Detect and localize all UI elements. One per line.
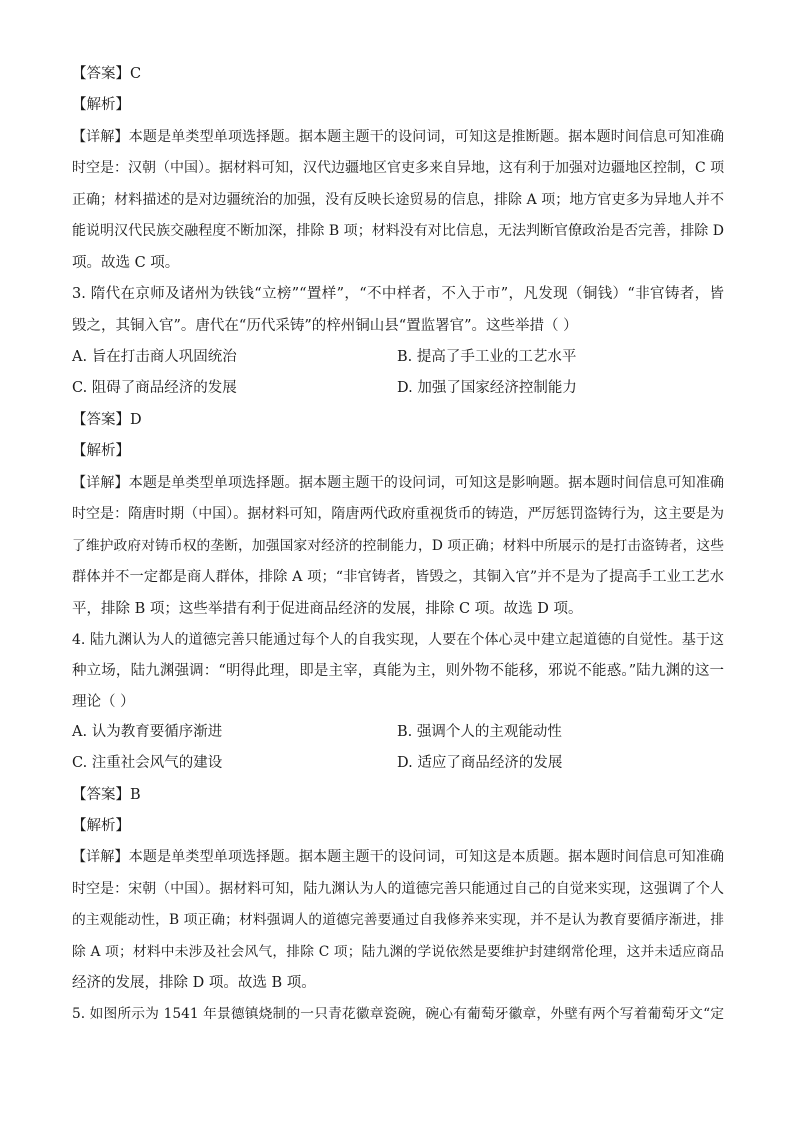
q4-stem-line: 种立场，陆九渊强调：“明得此理，即是主宰，真能为主，则外物不能移，邪说不能惑。”陆九渊的这一 [72,663,724,679]
q4-analysis-label: 【解析】 [72,818,130,834]
q2-analysis-label: 【解析】 [72,97,130,113]
q3-option-c: C. 阻碍了商品经济的发展 [72,380,237,396]
q2-answer: 【答案】C [72,66,142,82]
q4-option-c: C. 注重社会风气的建设 [72,755,223,771]
q4-stem-line: 理论（ ） [72,694,135,710]
q2-detail-line: 【详解】本题是单类型单项选择题。据本题主题干的设问词，可知这是推断题。据本题时间信息可知准确 [72,129,724,145]
q4-detail-line: 【详解】本题是单类型单项选择题。据本题主题干的设问词，可知这是本质题。据本题时间信息可知准确 [72,849,724,865]
q3-answer: 【答案】D [72,412,142,428]
q4-answer: 【答案】B [72,787,141,803]
q3-detail-line: 时空是：隋唐时期（中国）。据材料可知，隋唐两代政府重视货币的铸造，严厉惩罚盗铸行为，这主要是为 [72,506,724,522]
q3-stem-line: 毁之，其铜入官”。唐代在“历代采铸”的梓州铜山县“置监署官”。这些举措（ ） [72,318,578,334]
q3-option-d: D. 加强了国家经济控制能力 [397,380,577,396]
q4-detail-line: 经济的发展，排除 D 项。故选 B 项。 [72,975,316,991]
q3-detail-line: 平，排除 B 项；这些举措有利于促进商品经济的发展，排除 C 项。故选 D 项。 [72,601,583,617]
q4-detail-line: 的主观能动性，B 项正确；材料强调人的道德完善要通过自我修养来实现，并不是认为教育要循序渐进，排 [72,912,724,928]
q2-detail-line: 时空是：汉朝（中国）。据材料可知，汉代边疆地区官吏多来自异地，这有利于加强对边疆地区控制，C 项 [72,160,725,176]
q3-stem-line: 3. 隋代在京师及诸州为铁钱“立榜”“置样”，“不中样者，不入于市”，凡发现（铜钱）“非官铸者，皆 [72,286,724,302]
q3-option-b: B. 提高了手工业的工艺水平 [397,349,577,365]
q3-analysis-label: 【解析】 [72,443,130,459]
q4-option-a: A. 认为教育要循序渐进 [72,724,223,740]
q4-detail-line: 时空是：宋朝（中国）。据材料可知，陆九渊认为人的道德完善只能通过自己的自觉来实现，这强调了个人 [72,881,724,897]
q4-detail-line: 除 A 项；材料中未涉及社会风气，排除 C 项；陆九渊的学说依然是要维护封建纲常伦理，这并未适应商品 [72,944,724,960]
q2-detail-line: 项。故选 C 项。 [72,255,180,271]
q4-option-d: D. 适应了商品经济的发展 [397,755,563,771]
q2-detail-line: 正确；材料描述的是对边疆统治的加强，没有反映长途贸易的信息，排除 A 项；地方官吏多为异地人并不 [72,192,724,208]
q3-detail-line: 了维护政府对铸币权的垄断，加强国家对经济的控制能力，D 项正确；材料中所展示的是打击盗铸者，这些 [72,538,724,554]
q3-option-a: A. 旨在打击商人巩固统治 [72,349,237,365]
q4-option-b: B. 强调个人的主观能动性 [397,724,562,740]
q4-stem-line: 4. 陆九渊认为人的道德完善只能通过每个人的自我实现，人要在个体心灵中建立起道德的自觉性。基于这 [72,632,724,648]
q5-stem-line: 5. 如图所示为 1541 年景德镇烧制的一只青花徽章瓷碗，碗心有葡萄牙徽章，外壁有两个写着葡萄牙文“定 [72,1006,724,1022]
q2-detail-line: 能说明汉代民族交融程度不断加深，排除 B 项；材料没有对比信息，无法判断官僚政治是否完善，排除 D [72,223,724,239]
q3-detail-line: 【详解】本题是单类型单项选择题。据本题主题干的设问词，可知这是影响题。据本题时间信息可知准确 [72,475,724,491]
q3-detail-line: 群体并不一定都是商人群体，排除 A 项；“非官铸者，皆毁之，其铜入官”并不是为了提高手工业工艺水 [72,569,724,585]
